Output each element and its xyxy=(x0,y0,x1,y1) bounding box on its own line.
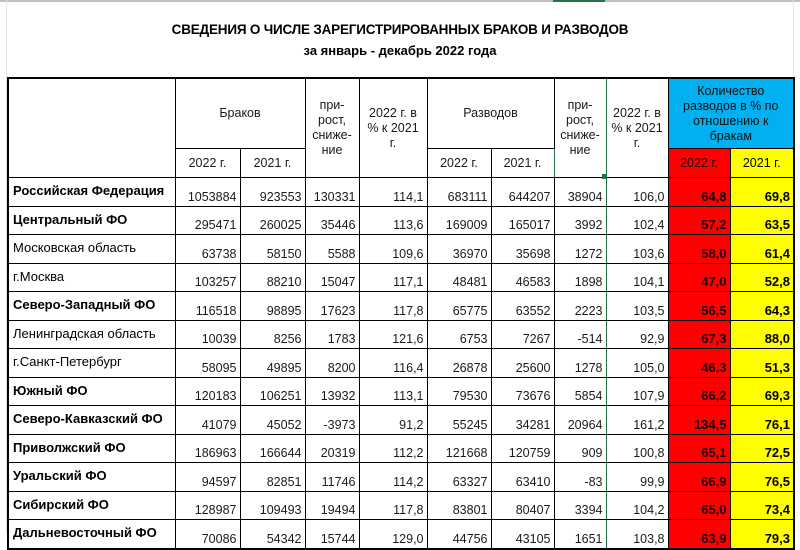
marriages-2021-cell[interactable]: 45052 xyxy=(240,406,305,435)
marriages-pct-cell[interactable]: 114,1 xyxy=(359,178,427,207)
region-name-cell[interactable]: Московская область xyxy=(8,235,175,264)
divorces-pct-cell[interactable]: 92,9 xyxy=(606,320,668,349)
table-row xyxy=(8,349,794,378)
table-row xyxy=(8,235,794,264)
ratio-2021-cell[interactable]: 73,4 xyxy=(730,491,794,520)
divorces-pct-cell[interactable]: 161,2 xyxy=(606,406,668,435)
report-title: СВЕДЕНИЯ О ЧИСЛЕ ЗАРЕГИСТРИРОВАННЫХ БРАКОВ И РАЗВОДОВ xyxy=(171,22,629,37)
ratio-2022-cell[interactable]: 66,9 xyxy=(668,463,730,492)
table-row xyxy=(8,491,794,520)
divorces-growth-cell[interactable]: 5854 xyxy=(554,377,606,406)
divorces-2022-cell[interactable]: 169009 xyxy=(427,206,491,235)
ratio-2021-cell[interactable]: 79,3 xyxy=(730,520,794,549)
divorces-2022-cell[interactable]: 36970 xyxy=(427,235,491,264)
divorces-header[interactable]: Разводов xyxy=(427,78,554,149)
divorces-2021-cell[interactable]: 25600 xyxy=(491,349,554,378)
region-name-cell[interactable]: г.Санкт-Петербург xyxy=(8,349,175,378)
divorces-growth-header[interactable]: при-рост, сниже-ние xyxy=(554,78,606,178)
region-header-cell[interactable] xyxy=(8,78,175,178)
divorces-2021-cell[interactable]: 80407 xyxy=(491,491,554,520)
divorces-2021-cell[interactable]: 7267 xyxy=(491,320,554,349)
report-title-block xyxy=(0,20,800,60)
divorces-2022-header[interactable]: 2022 г. xyxy=(427,149,491,178)
region-name-cell[interactable]: Южный ФО xyxy=(8,377,175,406)
marriages-2021-cell[interactable]: 8256 xyxy=(240,320,305,349)
marriages-2021-cell[interactable]: 82851 xyxy=(240,463,305,492)
divorces-2022-cell[interactable]: 63327 xyxy=(427,463,491,492)
divorces-2021-header[interactable]: 2021 г. xyxy=(491,149,554,178)
marriages-2022-cell[interactable]: 128987 xyxy=(175,491,240,520)
marriages-pct-cell[interactable]: 113,6 xyxy=(359,206,427,235)
ratio-2021-cell[interactable]: 72,5 xyxy=(730,434,794,463)
marriages-2021-cell[interactable]: 109493 xyxy=(240,491,305,520)
divorces-growth-cell[interactable]: 909 xyxy=(554,434,606,463)
sheet-top-border xyxy=(0,0,800,2)
divorces-2022-cell[interactable]: 83801 xyxy=(427,491,491,520)
region-name-cell[interactable]: г.Москва xyxy=(8,263,175,292)
ratio-2021-cell[interactable]: 61,4 xyxy=(730,235,794,264)
divorces-pct-cell[interactable]: 104,1 xyxy=(606,263,668,292)
divorces-pct-cell[interactable]: 104,2 xyxy=(606,491,668,520)
marriages-pct-cell[interactable]: 117,8 xyxy=(359,292,427,321)
marriages-2022-cell[interactable]: 63738 xyxy=(175,235,240,264)
marriages-growth-cell[interactable]: 17623 xyxy=(305,292,359,321)
marriages-growth-cell[interactable]: 130331 xyxy=(305,178,359,207)
marriages-growth-header[interactable]: при-рост, сниже-ние xyxy=(305,78,359,178)
ratio-2022-cell[interactable]: 66,2 xyxy=(668,377,730,406)
table-row xyxy=(8,463,794,492)
ratio-2021-cell[interactable]: 76,5 xyxy=(730,463,794,492)
divorces-2021-cell[interactable]: 165017 xyxy=(491,206,554,235)
ratio-2022-cell[interactable]: 57,2 xyxy=(668,206,730,235)
divorces-pct-cell[interactable]: 105,0 xyxy=(606,349,668,378)
divorces-2021-cell[interactable]: 43105 xyxy=(491,520,554,549)
marriages-growth-cell[interactable]: 5588 xyxy=(305,235,359,264)
ratio-2021-cell[interactable]: 52,8 xyxy=(730,263,794,292)
divorces-growth-cell[interactable]: 3394 xyxy=(554,491,606,520)
report-subtitle: за январь - декабрь 2022 года xyxy=(303,43,497,58)
divorces-pct-cell[interactable]: 103,6 xyxy=(606,235,668,264)
divorces-2021-cell[interactable]: 35698 xyxy=(491,235,554,264)
marriage-divorce-table xyxy=(7,77,795,550)
marriages-growth-cell[interactable]: 13932 xyxy=(305,377,359,406)
divorces-pct-cell[interactable]: 103,5 xyxy=(606,292,668,321)
ratio-2021-cell[interactable]: 64,3 xyxy=(730,292,794,321)
ratio-2021-cell[interactable]: 76,1 xyxy=(730,406,794,435)
marriages-2022-cell[interactable]: 120183 xyxy=(175,377,240,406)
divorces-pct-cell[interactable]: 107,9 xyxy=(606,377,668,406)
ratio-2022-cell[interactable]: 65,1 xyxy=(668,434,730,463)
divorces-2022-cell[interactable]: 65775 xyxy=(427,292,491,321)
ratio-2022-cell[interactable]: 56,5 xyxy=(668,292,730,321)
region-name-cell[interactable]: Северо-Западный ФО xyxy=(8,292,175,321)
divorces-growth-cell[interactable]: -83 xyxy=(554,463,606,492)
region-name-cell[interactable]: Российская Федерация xyxy=(8,178,175,207)
ratio-2022-cell[interactable]: 64,8 xyxy=(668,178,730,207)
marriages-2021-cell[interactable]: 98895 xyxy=(240,292,305,321)
divorces-growth-cell[interactable]: 1898 xyxy=(554,263,606,292)
table-row xyxy=(8,263,794,292)
marriages-2021-cell[interactable]: 88210 xyxy=(240,263,305,292)
divorces-pct-cell[interactable]: 102,4 xyxy=(606,206,668,235)
marriages-growth-cell[interactable]: 15744 xyxy=(305,520,359,549)
marriages-2022-cell[interactable]: 94597 xyxy=(175,463,240,492)
divorces-pct-cell[interactable]: 99,9 xyxy=(606,463,668,492)
ratio-2022-cell[interactable]: 67,3 xyxy=(668,320,730,349)
region-name-cell[interactable]: Ленинградская область xyxy=(8,320,175,349)
divorces-2022-cell[interactable]: 44756 xyxy=(427,520,491,549)
marriages-2021-cell[interactable]: 54342 xyxy=(240,520,305,549)
divorces-2022-cell[interactable]: 121668 xyxy=(427,434,491,463)
marriages-growth-cell[interactable]: 8200 xyxy=(305,349,359,378)
divorces-growth-cell[interactable]: -514 xyxy=(554,320,606,349)
table-row xyxy=(8,434,794,463)
table-row xyxy=(8,406,794,435)
ratio-2022-cell[interactable]: 63,9 xyxy=(668,520,730,549)
divorces-pct-header[interactable]: 2022 г. в % к 2021 г. xyxy=(606,78,668,178)
marriages-growth-cell[interactable]: 11746 xyxy=(305,463,359,492)
marriages-pct-cell[interactable]: 113,1 xyxy=(359,377,427,406)
ratio-2022-cell[interactable]: 46,3 xyxy=(668,349,730,378)
marriages-pct-cell[interactable]: 109,6 xyxy=(359,235,427,264)
divorces-2022-cell[interactable]: 48481 xyxy=(427,263,491,292)
marriages-2021-cell[interactable]: 166644 xyxy=(240,434,305,463)
selected-column-indicator xyxy=(553,0,605,2)
divorces-2022-cell[interactable]: 6753 xyxy=(427,320,491,349)
marriages-2022-cell[interactable]: 1053884 xyxy=(175,178,240,207)
divorces-2021-cell[interactable]: 120759 xyxy=(491,434,554,463)
marriages-growth-cell[interactable]: 35446 xyxy=(305,206,359,235)
region-name-cell[interactable]: Сибирский ФО xyxy=(8,491,175,520)
marriages-2022-cell[interactable]: 116518 xyxy=(175,292,240,321)
ratio-2021-cell[interactable]: 63,5 xyxy=(730,206,794,235)
marriages-header[interactable]: Браков xyxy=(175,78,305,149)
marriages-2021-cell[interactable]: 58150 xyxy=(240,235,305,264)
divorces-growth-cell[interactable]: 20964 xyxy=(554,406,606,435)
divorces-growth-cell[interactable]: 38904 xyxy=(554,178,606,207)
marriages-growth-cell[interactable]: 19494 xyxy=(305,491,359,520)
ratio-2021-header[interactable]: 2021 г. xyxy=(730,149,794,178)
divorces-2022-cell[interactable]: 55245 xyxy=(427,406,491,435)
selection-fill-handle[interactable] xyxy=(602,174,607,179)
divorces-growth-cell[interactable]: 1651 xyxy=(554,520,606,549)
ratio-2022-cell[interactable]: 47,0 xyxy=(668,263,730,292)
marriages-pct-cell[interactable]: 112,2 xyxy=(359,434,427,463)
divorces-pct-cell[interactable]: 100,8 xyxy=(606,434,668,463)
marriages-2022-cell[interactable]: 41079 xyxy=(175,406,240,435)
divorces-2021-cell[interactable]: 34281 xyxy=(491,406,554,435)
table-row xyxy=(8,292,794,321)
marriages-2022-header[interactable]: 2022 г. xyxy=(175,149,240,178)
ratio-2021-cell[interactable]: 69,8 xyxy=(730,178,794,207)
divorces-2022-cell[interactable]: 26878 xyxy=(427,349,491,378)
marriages-2021-cell[interactable]: 49895 xyxy=(240,349,305,378)
ratio-2021-cell[interactable]: 51,3 xyxy=(730,349,794,378)
divorces-2021-cell[interactable]: 46583 xyxy=(491,263,554,292)
divorces-pct-cell[interactable]: 103,8 xyxy=(606,520,668,549)
region-name-cell[interactable]: Центральный ФО xyxy=(8,206,175,235)
divorces-growth-cell[interactable]: 3992 xyxy=(554,206,606,235)
divorces-2022-cell[interactable]: 683111 xyxy=(427,178,491,207)
marriages-pct-cell[interactable]: 121,6 xyxy=(359,320,427,349)
marriages-2022-cell[interactable]: 10039 xyxy=(175,320,240,349)
marriages-2022-cell[interactable]: 70086 xyxy=(175,520,240,549)
table-row xyxy=(8,178,794,207)
divorces-2021-cell[interactable]: 63410 xyxy=(491,463,554,492)
region-name-cell[interactable]: Уральский ФО xyxy=(8,463,175,492)
marriages-2021-header[interactable]: 2021 г. xyxy=(240,149,305,178)
marriages-growth-cell[interactable]: -3973 xyxy=(305,406,359,435)
table-row xyxy=(8,377,794,406)
marriages-growth-cell[interactable]: 15047 xyxy=(305,263,359,292)
divorce-ratio-header[interactable]: Количество разводов в % по отношению к бракам xyxy=(668,78,794,149)
region-name-cell[interactable]: Северо-Кавказский ФО xyxy=(8,406,175,435)
marriages-growth-cell[interactable]: 20319 xyxy=(305,434,359,463)
ratio-2021-cell[interactable]: 88,0 xyxy=(730,320,794,349)
divorces-2022-cell[interactable]: 79530 xyxy=(427,377,491,406)
marriages-2021-cell[interactable]: 106251 xyxy=(240,377,305,406)
marriages-2021-cell[interactable]: 260025 xyxy=(240,206,305,235)
divorces-2021-cell[interactable]: 644207 xyxy=(491,178,554,207)
marriages-2022-cell[interactable]: 103257 xyxy=(175,263,240,292)
marriages-2022-cell[interactable]: 58095 xyxy=(175,349,240,378)
ratio-2021-cell[interactable]: 69,3 xyxy=(730,377,794,406)
ratio-2022-cell[interactable]: 134,5 xyxy=(668,406,730,435)
table-row xyxy=(8,320,794,349)
region-name-cell[interactable]: Дальневосточный ФО xyxy=(8,520,175,549)
marriages-growth-cell[interactable]: 1783 xyxy=(305,320,359,349)
ratio-2022-cell[interactable]: 58,0 xyxy=(668,235,730,264)
divorces-2021-cell[interactable]: 73676 xyxy=(491,377,554,406)
divorces-growth-cell[interactable]: 1278 xyxy=(554,349,606,378)
region-name-cell[interactable]: Приволжский ФО xyxy=(8,434,175,463)
marriages-pct-cell[interactable]: 91,2 xyxy=(359,406,427,435)
marriages-pct-cell[interactable]: 116,4 xyxy=(359,349,427,378)
marriages-pct-header[interactable]: 2022 г. в % к 2021 г. xyxy=(359,78,427,178)
table-row xyxy=(8,206,794,235)
marriages-pct-cell[interactable]: 129,0 xyxy=(359,520,427,549)
divorces-pct-cell[interactable]: 106,0 xyxy=(606,178,668,207)
marriages-2021-cell[interactable]: 923553 xyxy=(240,178,305,207)
table-row xyxy=(8,520,794,549)
marriages-2022-cell[interactable]: 186963 xyxy=(175,434,240,463)
marriages-pct-cell[interactable]: 117,8 xyxy=(359,491,427,520)
marriages-pct-cell[interactable]: 117,1 xyxy=(359,263,427,292)
ratio-2022-cell[interactable]: 65,0 xyxy=(668,491,730,520)
divorces-2021-cell[interactable]: 63552 xyxy=(491,292,554,321)
divorces-growth-cell[interactable]: 2223 xyxy=(554,292,606,321)
divorces-growth-cell[interactable]: 1272 xyxy=(554,235,606,264)
marriages-pct-cell[interactable]: 114,2 xyxy=(359,463,427,492)
marriages-2022-cell[interactable]: 295471 xyxy=(175,206,240,235)
ratio-2022-header[interactable]: 2022 г. xyxy=(668,149,730,178)
